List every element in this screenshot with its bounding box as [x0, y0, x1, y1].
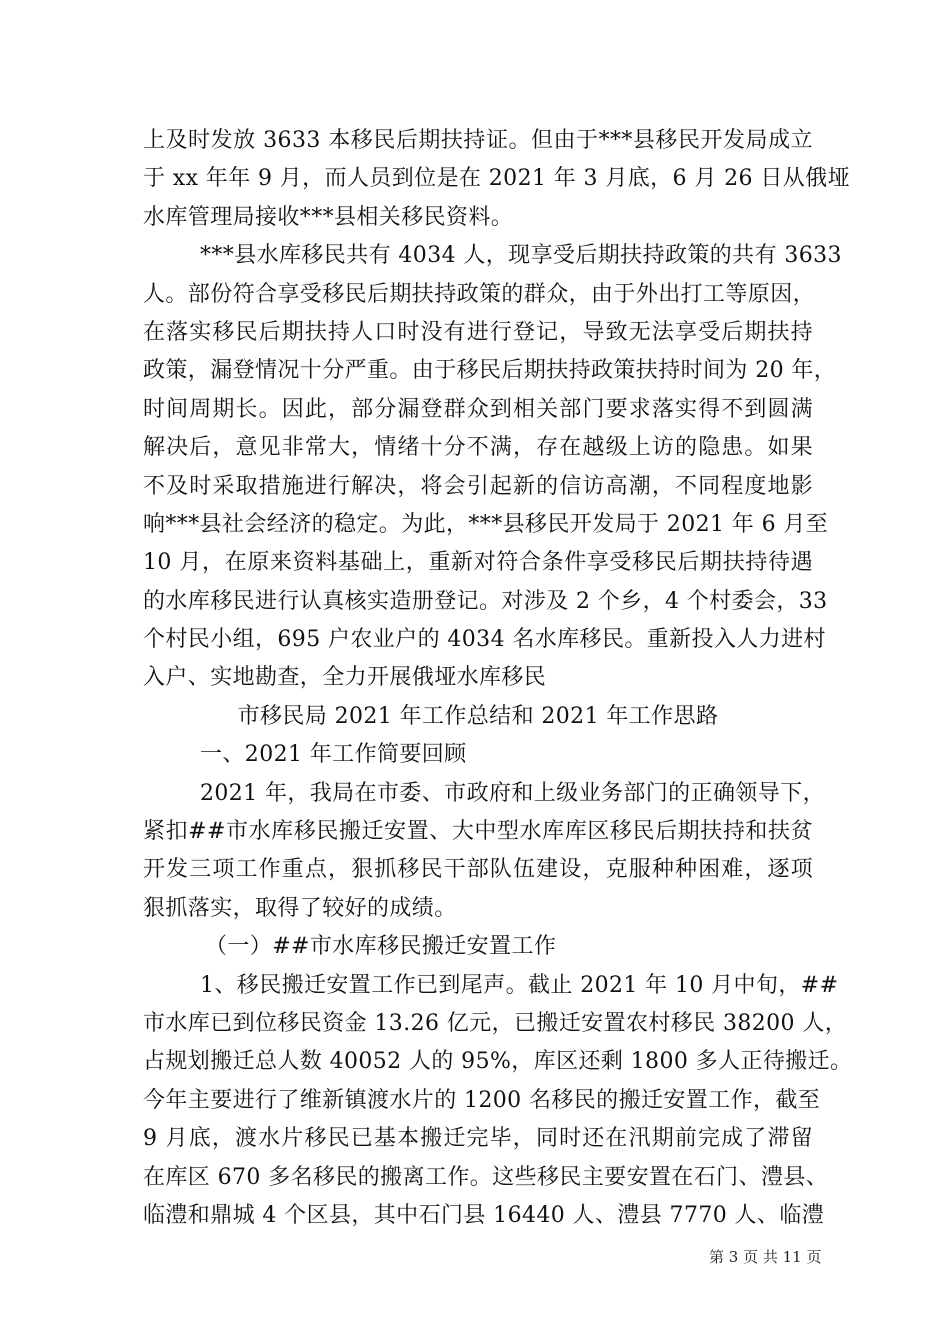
text-line: 市水库已到位移民资金 13.26 亿元，已搬迁安置农村移民 38200 人， [143, 1010, 848, 1036]
text-line: 今年主要进行了维新镇渡水片的 1200 名移民的搬迁安置工作，截至 [143, 1087, 821, 1113]
text-line: 的水库移民进行认真核实造册登记。对涉及 2 个乡，4 个村委会，33 [143, 588, 828, 614]
text-line: 政策，漏登情况十分严重。由于移民后期扶持政策扶持时间为 20 年， [143, 358, 837, 384]
text-line: 响***县社会经济的稳定。为此，***县移民开发局于 2021 年 6 月至 [143, 511, 829, 537]
paragraph-start-line: 1、移民搬迁安置工作已到尾声。截止 2021 年 10 月中旬，## [200, 972, 839, 998]
text-line: 入户、实地勘查，全力开展俄垭水库移民 [143, 665, 547, 691]
text-line: 紧扣##市水库移民搬迁安置、大中型水库库区移民后期扶持和扶贫 [143, 819, 813, 845]
text-line: 不及时采取措施进行解决，将会引起新的信访高潮，不同程度地影 [143, 473, 813, 499]
text-line: 时间周期长。因此，部分漏登群众到相关部门要求落实得不到圆满 [143, 396, 813, 422]
section-heading: 一、2021 年工作简要回顾 [200, 742, 467, 768]
text-line: 个村民小组，695 户农业户的 4034 名水库移民。重新投入人力进村 [143, 627, 826, 653]
text-line: 占规划搬迁总人数 40052 人的 95%，库区还剩 1800 多人正待搬迁。 [143, 1049, 853, 1075]
subsection-heading: （一）##市水库移民搬迁安置工作 [205, 934, 557, 960]
text-line: 解决后，意见非常大，情绪十分不满，存在越级上访的隐患。如果 [143, 435, 813, 461]
text-line: 在落实移民后期扶持人口时没有进行登记，导致无法享受后期扶持 [143, 319, 813, 345]
text-line: 开发三项工作重点，狠抓移民干部队伍建设，克服种种困难，逐项 [143, 857, 813, 883]
document-body [143, 122, 853, 1235]
text-line: 于 xx 年年 9 月，而人员到位是在 2021 年 3 月底，6 月 26 日从俄垭 [143, 166, 850, 192]
text-line: 在库区 670 多名移民的搬离工作。这些移民主要安置在石门、澧县、 [143, 1164, 829, 1190]
text-line: 9 月底，渡水片移民已基本搬迁完毕，同时还在汛期前完成了滞留 [143, 1126, 813, 1152]
text-line: 狠抓落实，取得了较好的成绩。 [143, 895, 457, 921]
text-line: 人。部份符合享受移民后期扶持政策的群众，由于外出打工等原因， [143, 281, 816, 307]
text-line: 10 月，在原来资料基础上，重新对符合条件享受移民后期扶持待遇 [143, 550, 813, 576]
paragraph-start-line: ***县水库移民共有 4034 人，现享受后期扶持政策的共有 3633 [200, 243, 842, 269]
text-line: 上及时发放 3633 本移民后期扶持证。但由于***县移民开发局成立 [143, 128, 813, 153]
paragraph-start-line: 2021 年，我局在市委、市政府和上级业务部门的正确领导下， [200, 780, 825, 806]
text-line: 临澧和鼎城 4 个区县，其中石门县 16440 人、澧县 7770 人、临澧 [143, 1202, 825, 1228]
text-line: 水库管理局接收***县相关移民资料。 [143, 204, 514, 230]
page-number: 第 3 页 共 11 页 [709, 1248, 822, 1266]
section-title: 市移民局 2021 年工作总结和 2021 年工作思路 [237, 703, 719, 729]
